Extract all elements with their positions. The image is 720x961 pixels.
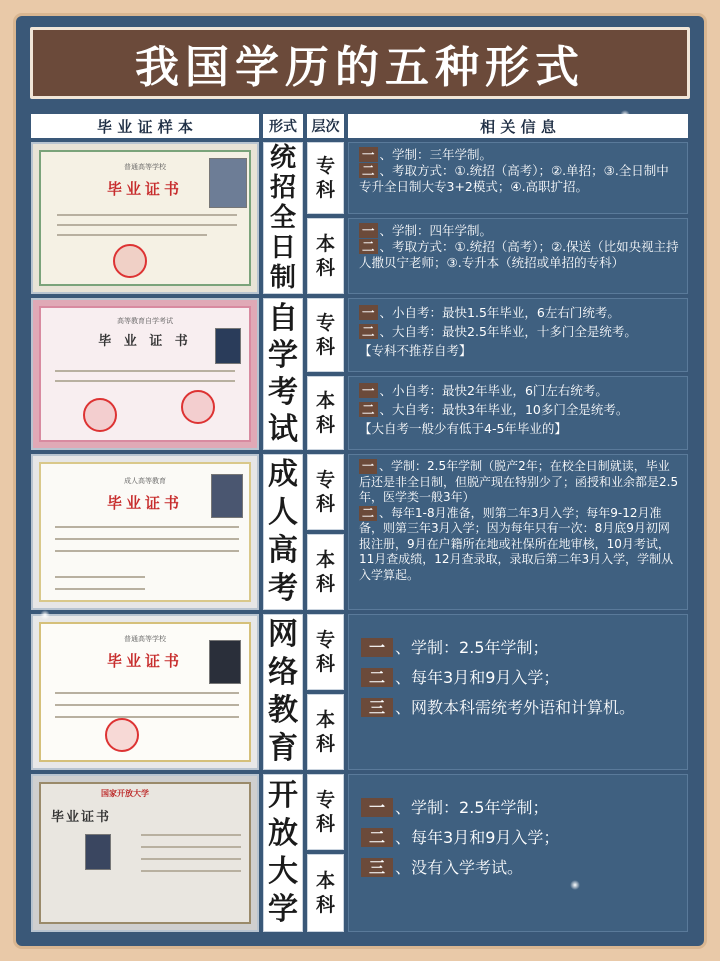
certificate-sample-3	[31, 454, 259, 610]
bullet-one: 一	[359, 459, 377, 474]
sparkle-decoration	[40, 610, 50, 620]
info-text: 、大自考：最快2.5年毕业，十多门全是统考。	[379, 324, 637, 339]
info-text: 、小自考：最快1.5年毕业，6左右门统考。	[379, 305, 620, 320]
cert-4-seal-icon	[105, 718, 139, 752]
level-char: 专	[315, 789, 335, 811]
form-fulltime-char: 全	[269, 203, 296, 233]
bullet-one: 一	[359, 147, 378, 162]
bullet-two: 二	[359, 163, 378, 178]
level-char: 本	[315, 233, 335, 255]
bullet-three: 三	[361, 858, 393, 877]
form-open-univ-char: 学	[268, 892, 298, 927]
level-char: 本	[315, 390, 335, 412]
form-adult-exam-char: 人	[268, 495, 298, 530]
bullet-two: 二	[361, 828, 393, 847]
cert-3-title: 毕业证书	[106, 494, 183, 512]
level-char: 科	[315, 813, 335, 835]
form-self-study-char: 试	[268, 412, 298, 447]
bullet-one: 一	[359, 305, 378, 320]
level-char: 本	[315, 709, 335, 731]
level-benke	[307, 854, 344, 932]
form-open-univ-char: 大	[268, 854, 298, 889]
info-text: 、每年3月和9月入学；	[395, 668, 560, 687]
certificate-sample-1	[31, 142, 259, 294]
sparkle-decoration	[570, 880, 580, 890]
level-benke	[307, 376, 344, 450]
bullet-two: 二	[359, 239, 378, 254]
form-self-study-char: 学	[268, 338, 298, 373]
level-benke	[307, 218, 344, 294]
level-char: 本	[315, 549, 335, 571]
info-text: 、学制：2.5年学制；	[395, 798, 549, 817]
level-char: 专	[315, 155, 335, 177]
header-info: 相 关 信 息	[348, 114, 688, 138]
level-benke	[307, 534, 344, 610]
cert-2-seal-icon	[83, 398, 117, 432]
level-char: 科	[315, 894, 335, 916]
page-title: 我国学历的五种形式	[30, 27, 690, 99]
form-adult-exam	[263, 454, 303, 610]
form-adult-exam-char: 高	[268, 533, 298, 568]
form-open-univ	[263, 774, 303, 932]
cert-3-org: 成人高等教育	[124, 477, 166, 485]
level-char: 科	[315, 179, 335, 201]
form-fulltime-char: 招	[269, 173, 296, 203]
form-online-edu-char: 育	[268, 731, 298, 766]
bullet-two: 二	[359, 324, 378, 339]
info-online-edu	[348, 614, 688, 770]
cert-4-title: 毕业证书	[106, 652, 183, 670]
cert-5-title: 毕业证书	[51, 810, 112, 825]
form-self-study	[263, 298, 303, 450]
form-online-edu-char: 教	[268, 693, 298, 728]
level-char: 科	[315, 653, 335, 675]
form-adult-exam-char: 考	[268, 571, 298, 606]
bullet-one: 一	[361, 798, 393, 817]
info-text: 、每年3月和9月入学；	[395, 828, 560, 847]
cert-4-photo	[209, 640, 241, 684]
info-text: 、学制：2.5年学制（脱产2年；在校全日制就读，毕业后还是非全日制，但脱产现在特别少了；函授和业余都是2.5年，医学类一般3年）	[359, 459, 679, 504]
header-sample: 毕 业 证 样 本	[31, 114, 259, 138]
info-note: 【专科不推荐自考】	[359, 343, 472, 358]
form-fulltime-char: 统	[269, 143, 296, 173]
level-char: 科	[315, 573, 335, 595]
info-fulltime-benke	[348, 218, 688, 294]
info-text: 、每年1-8月准备，则第二年3月入学；每年9-12月准备，则第三年3月入学；因为每年只有一次：8月底9月初网报注册，9月在户籍所在地或社保所在地审核，10月考试，11月查成绩，12月查录取，录取后第二年3月入学，学制从入学算起。	[359, 505, 674, 582]
bullet-one: 一	[361, 638, 393, 657]
info-text: 、大自考：最快3年毕业，10多门全是统考。	[379, 402, 629, 417]
header-level: 层次	[307, 114, 344, 138]
cert-4-org: 普通高等学校	[124, 635, 166, 643]
cert-3-photo	[211, 474, 243, 518]
level-char: 科	[315, 414, 335, 436]
level-zhuanke	[307, 614, 344, 690]
level-zhuanke	[307, 454, 344, 530]
level-char: 专	[315, 312, 335, 334]
level-char: 科	[315, 493, 335, 515]
form-open-univ-char: 开	[268, 778, 298, 813]
header-form: 形式	[263, 114, 303, 138]
level-char: 科	[315, 733, 335, 755]
cert-2-org: 高等教育自学考试	[117, 317, 173, 325]
level-benke	[307, 694, 344, 770]
level-char: 科	[315, 336, 335, 358]
bullet-three: 三	[361, 698, 393, 717]
info-text: 、网教本科需统考外语和计算机。	[395, 698, 636, 717]
info-text: 、学制：三年学制。	[379, 147, 493, 162]
info-text: 、没有入学考试。	[395, 858, 524, 877]
info-text: 、小自考：最快2年毕业，6门左右统考。	[379, 383, 608, 398]
form-online-edu-char: 网	[268, 617, 298, 652]
form-fulltime-char: 日	[269, 233, 296, 263]
certificate-sample-4	[31, 614, 259, 770]
level-char: 科	[315, 257, 335, 279]
form-self-study-char: 考	[268, 375, 298, 410]
form-online-edu	[263, 614, 303, 770]
cert-2-title: 毕 业 证 书	[98, 334, 192, 349]
bullet-two: 二	[359, 506, 377, 521]
certificate-sample-5	[31, 774, 259, 932]
info-fulltime-zhuanke	[348, 142, 688, 214]
bullet-one: 一	[359, 223, 378, 238]
cert-5-photo	[85, 834, 111, 870]
cert-1-photo	[209, 158, 247, 208]
level-zhuanke	[307, 142, 344, 214]
info-note: 【大自考一般少有低于4-5年毕业的】	[359, 421, 567, 436]
form-fulltime	[263, 142, 303, 294]
cert-1-title: 毕业证书	[106, 180, 183, 198]
cert-1-seal-icon	[113, 244, 147, 278]
sparkle-decoration	[620, 110, 630, 120]
form-fulltime-char: 制	[269, 263, 296, 293]
level-char: 专	[315, 469, 335, 491]
form-self-study-char: 自	[268, 301, 298, 336]
info-selfstudy-zhuanke	[348, 298, 688, 372]
bullet-one: 一	[359, 383, 378, 398]
level-char: 专	[315, 629, 335, 651]
info-adult-exam	[348, 454, 688, 610]
level-zhuanke	[307, 774, 344, 850]
level-char: 本	[315, 870, 335, 892]
bullet-two: 二	[359, 402, 378, 417]
level-zhuanke	[307, 298, 344, 372]
form-adult-exam-char: 成	[268, 457, 298, 492]
form-online-edu-char: 络	[268, 655, 298, 690]
certificate-sample-2	[31, 298, 259, 450]
info-text: 、学制：2.5年学制；	[395, 638, 549, 657]
cert-5-org: 国家开放大学	[101, 789, 149, 798]
cert-2-photo	[215, 328, 241, 364]
info-open-univ	[348, 774, 688, 932]
info-text: 、学制：四年学制。	[379, 223, 493, 238]
info-text: 、考取方式：①.统招（高考）；②.单招；③.全日制中专升全日制大专3+2模式；④.高职扩招。	[359, 163, 669, 194]
cert-2-seal-icon-2	[181, 390, 215, 424]
bullet-two: 二	[361, 668, 393, 687]
info-selfstudy-benke	[348, 376, 688, 450]
cert-1-org: 普通高等学校	[124, 163, 166, 171]
form-open-univ-char: 放	[268, 816, 298, 851]
info-text: 、考取方式：①.统招（高考）；②.保送（比如央视主持人撒贝宁老师；③.专升本（统招或单招的专科）	[359, 239, 679, 270]
